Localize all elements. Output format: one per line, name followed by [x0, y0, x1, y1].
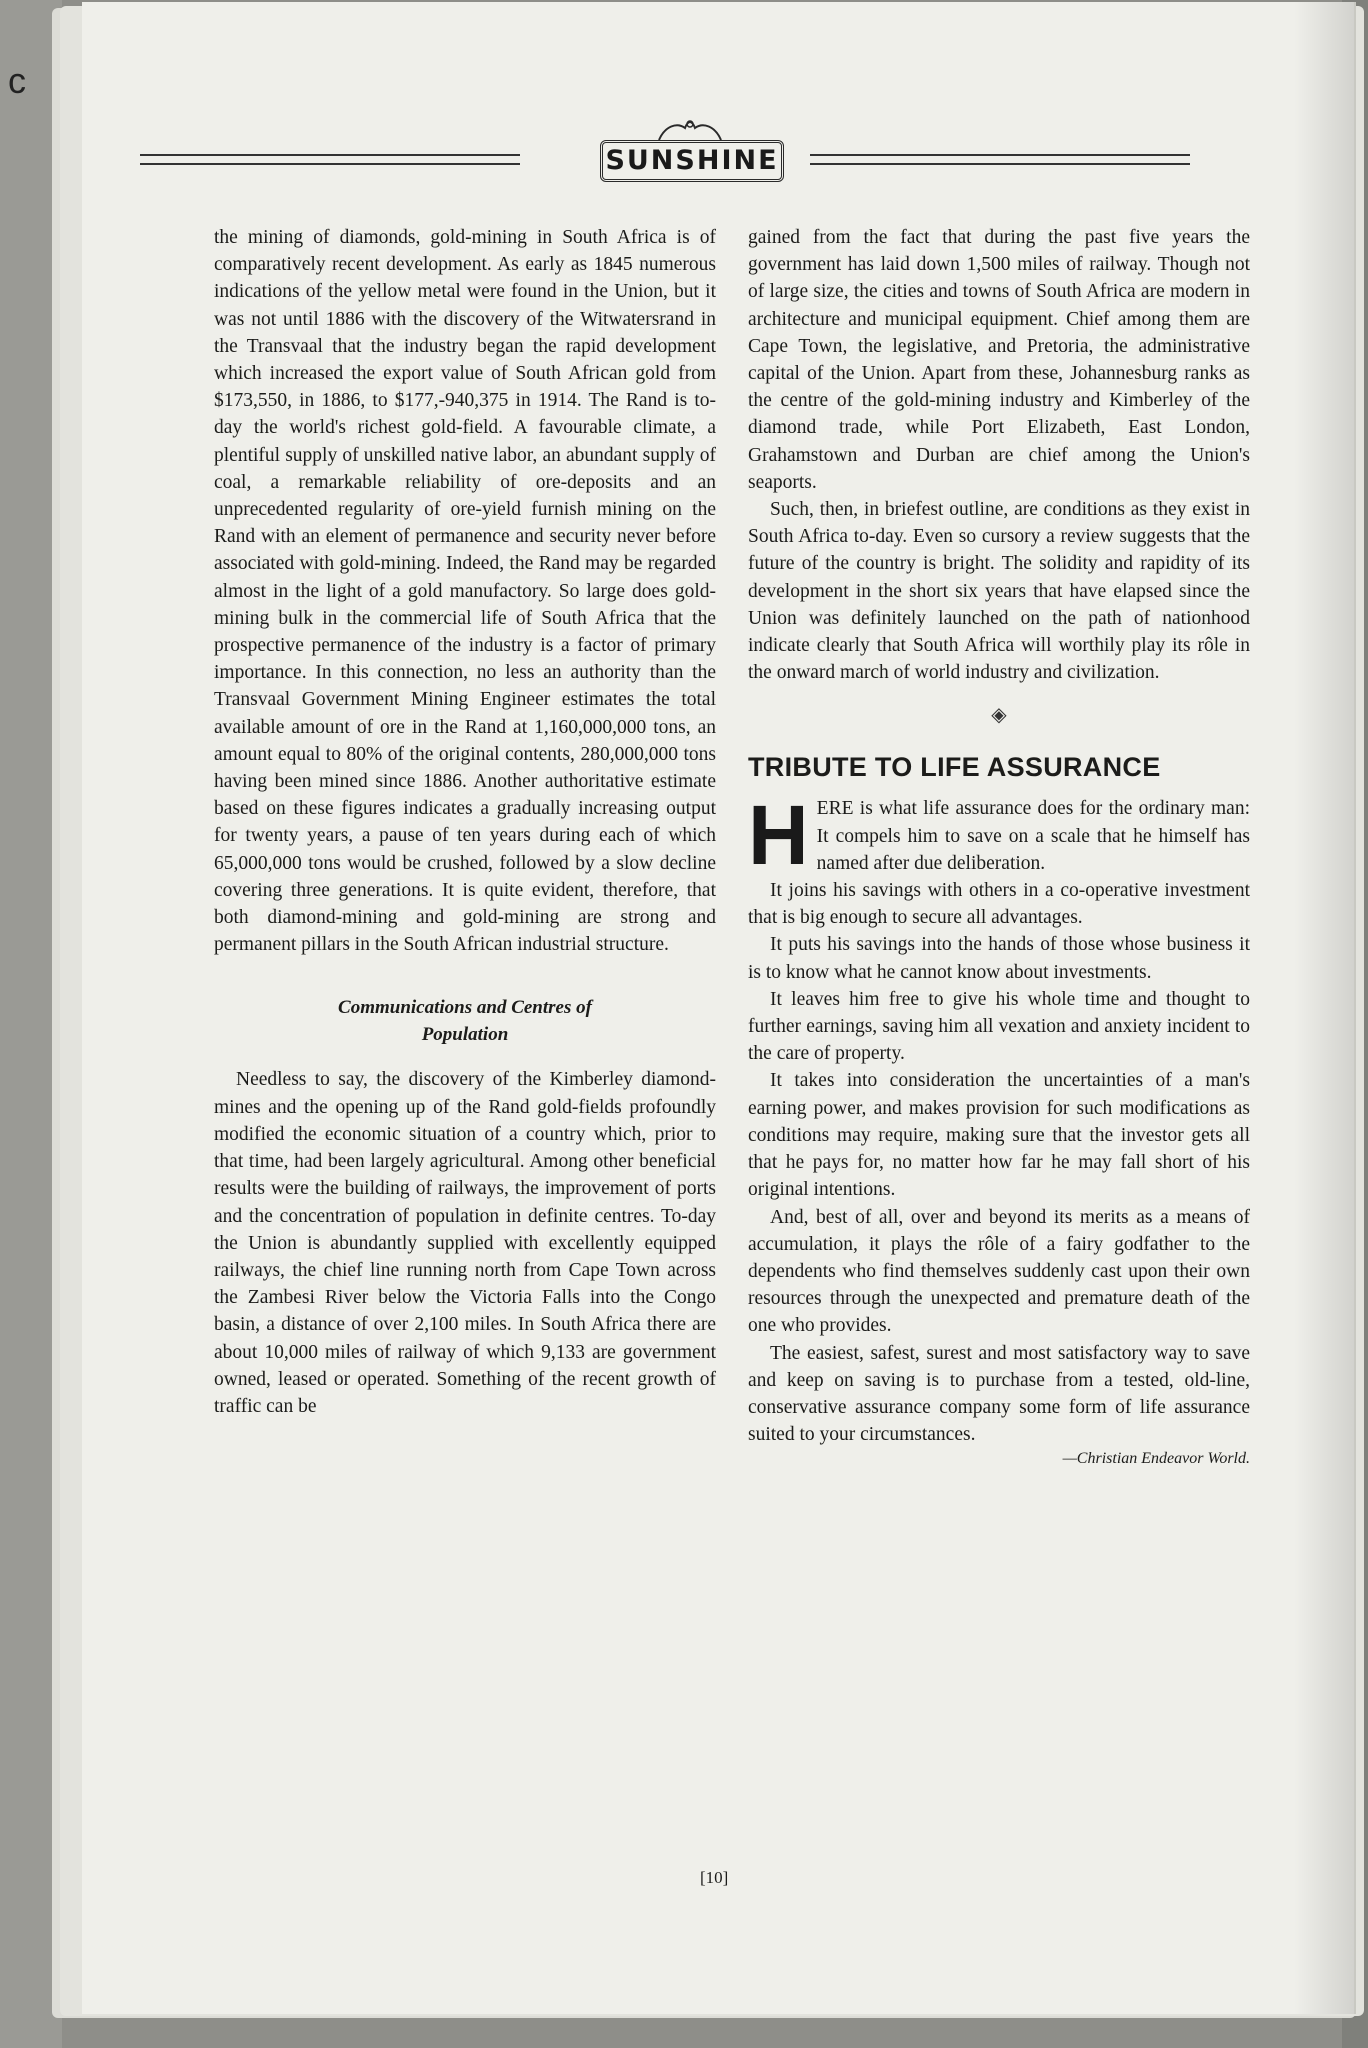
- article-title: TRIBUTE TO LIFE ASSURANCE: [748, 752, 1161, 783]
- article-paragraph: It takes into consideration the uncertainties of a man's earning power, and makes provision for such modifications as conditions may require, making sure that the investor gets all that he pays for, no matter how far he may fall short of his original intentions.: [748, 1070, 1250, 1201]
- masthead-rule-right: [810, 154, 1190, 165]
- left-column: [214, 224, 716, 1420]
- section-heading-line: Population: [421, 1024, 509, 1046]
- masthead: [140, 110, 1190, 190]
- margin-mark: c: [8, 60, 26, 101]
- article-lead-text: ERE is what life assurance does for the ordinary man: It compels him to save on a scale that he himself has named after due deliberation.: [816, 798, 1250, 874]
- article-paragraph: It joins his savings with others in a co-operative investment that is big enough to secure all advantages.: [748, 880, 1250, 929]
- drop-cap: H: [748, 788, 809, 883]
- body-paragraph: gained from the fact that during the past five years the government has laid down 1,500 miles of railway. Though not of large size, the cities and towns of South Africa are modern in architecture and municipal equipment. Chief among them are Cape Town, the legislative, and Pretoria, the administrative capital of the Union. Apart from these, Johannesburg ranks as the centre of the gold-mining industry and Kimberley of the diamond trade, while Port Elizabeth, East London, Grahamstown and Durban are chief among the Union's seaports.: [748, 227, 1250, 493]
- article-paragraph: [748, 788, 1250, 883]
- article-paragraph: It puts his savings into the hands of those whose business it is to know what he cannot know about investments.: [748, 934, 1250, 983]
- scroll-ornament-icon: [655, 116, 725, 142]
- masthead-title: SUNSHINE: [600, 140, 784, 182]
- body-paragraph: Such, then, in briefest outline, are conditions as they exist in South Africa to-day. Even so cursory a review suggests that the future of the country is bright. The solidity and rapidity of its development in the short six years that have elapsed since the Union was definitely launched on the path of nationhood indicate clearly that South Africa will worthily play its rôle in the onward march of world industry and civilization.: [748, 499, 1250, 684]
- attribution: —Christian Endeavor World.: [1062, 1450, 1250, 1468]
- binding-shadow: [1294, 2, 1354, 2014]
- section-heading-line: Communications and Centres of: [338, 997, 592, 1019]
- article-paragraph: And, best of all, over and beyond its merits as a means of accumulation, it plays the rôle of a fairy godfather to the dependents who find themselves suddenly cast upon their own resources through the unexpected and premature death of the one who provides.: [748, 1206, 1250, 1337]
- article-paragraph: The easiest, safest, surest and most satisfactory way to save and keep on saving is to purchase from a tested, old-line, conservative assurance company some form of life assurance suited to your circumstances.: [748, 1342, 1250, 1446]
- section-heading: [214, 994, 716, 1048]
- masthead-rule-left: [140, 154, 520, 165]
- right-column: [748, 224, 1250, 1468]
- page-number: [10]: [700, 1868, 729, 1887]
- body-paragraph: the mining of diamonds, gold-mining in South Africa is of comparatively recent development. As early as 1845 numerous indications of the yellow metal were found in the Union, but it was not until 1886 with the discovery of the Witwatersrand in the Transvaal that the industry began the rapid development which increased the export value of South African gold from $173,550, in 1886, to $177,-940,375 in 1914. The Rand is to-day the world's richest gold-field. A favourable climate, a plentiful supply of unskilled native labor, an abundant supply of coal, a remarkable reliability of ore-deposits and an unprecedented regularity of ore-yield furnish mining on the Rand with an element of permanence and security never before associated with gold-mining. Indeed, the Rand may be regarded almost in the light of a gold manufactory. So large does gold-mining bulk in the commercial life of South Africa that the prospective permanence of the industry is a factor of primary importance. In this connection, no less an authority than the Transvaal Government Mining Engineer estimates the total available amount of ore in the Rand at 1,160,000,000 tons, an amount equal to 80% of the original contents, 280,000,000 tons having been mined since 1886. Another authoritative estimate based on these figures indicates a gradually increasing output for twenty years, a pause of ten years during each of which 65,000,000 tons would be crushed, followed by a slow decline covering three generations. It is quite evident, therefore, that both diamond-mining and gold-mining are strong and permanent pillars in the South African industrial structure.: [214, 227, 716, 956]
- article-paragraph: It leaves him free to give his whole time and thought to further earnings, saving him all vexation and anxiety incident to the care of property.: [748, 988, 1250, 1065]
- body-paragraph: Needless to say, the discovery of the Kimberley diamond-mines and the opening up of the Rand gold-fields profoundly modified the economic situation of a country which, prior to that time, had been largely agricultural. Among other beneficial results were the building of railways, the improvement of ports and the concentration of population in definite centres. To-day the Union is abundantly supplied with excellently equipped railways, the chief line running north from Cape Town across the Zambesi River below the Victoria Falls into the Congo basin, a distance of over 2,100 miles. In South Africa there are about 10,000 miles of railway of which 9,133 are government owned, leased or operated. Something of the recent growth of traffic can be: [214, 1069, 716, 1417]
- diamond-separator-icon: ◈: [991, 702, 1007, 727]
